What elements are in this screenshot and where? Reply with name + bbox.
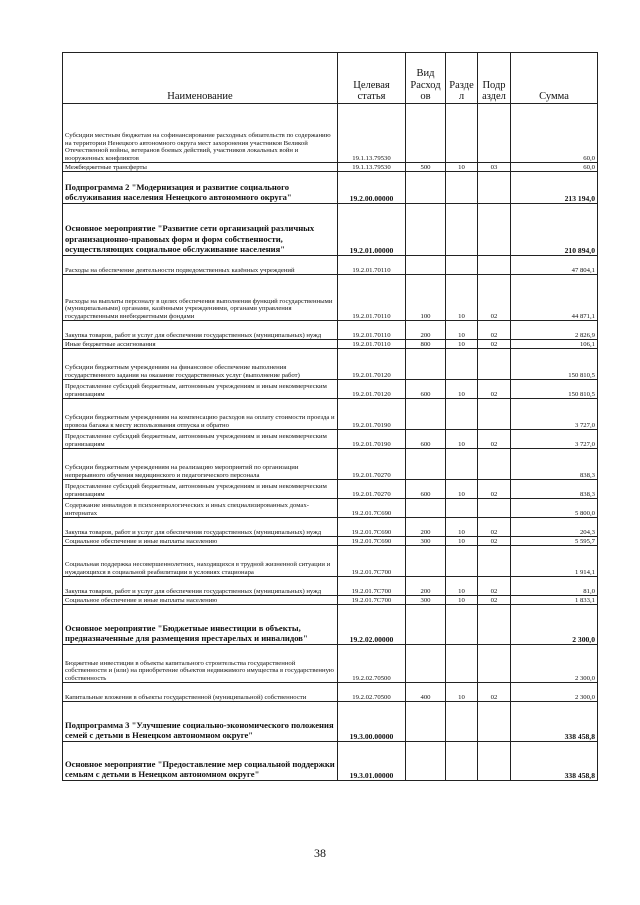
- cell-name: Предоставление субсидий бюджетным, автономным учреждениям и иным некоммерческим организациям: [63, 430, 338, 449]
- cell-section: [446, 349, 478, 380]
- cell-name: Содержание инвалидов в психоневрологических и иных специализированных домах-интернатах: [63, 499, 338, 518]
- cell-expense-kind: [406, 645, 446, 683]
- cell-expense-kind: 300: [406, 596, 446, 605]
- cell-name: Расходы на обеспечение деятельности подведомственных казённых учреждений: [63, 256, 338, 275]
- cell-section: 10: [446, 596, 478, 605]
- cell-target-article: 19.2.01.7С690: [338, 537, 406, 546]
- table-row: [63, 683, 598, 702]
- cell-expense-kind: [406, 204, 446, 256]
- cell-sum: 3 727,0: [511, 430, 598, 449]
- cell-subsection: 02: [478, 683, 511, 702]
- cell-sum: 47 804,1: [511, 256, 598, 275]
- header-article: Целевая статья: [338, 53, 406, 104]
- cell-target-article: 19.1.13.79530: [338, 104, 406, 163]
- cell-name: Закупка товаров, работ и услуг для обеспечения государственных (муниципальных) нужд: [63, 518, 338, 537]
- cell-target-article: 19.2.01.00000: [338, 204, 406, 256]
- cell-expense-kind: 600: [406, 380, 446, 399]
- cell-expense-kind: [406, 349, 446, 380]
- cell-target-article: 19.2.01.7С690: [338, 518, 406, 537]
- cell-subsection: 02: [478, 518, 511, 537]
- cell-section: 10: [446, 430, 478, 449]
- cell-target-article: 19.3.00.00000: [338, 702, 406, 742]
- cell-name: Закупка товаров, работ и услуг для обеспечения государственных (муниципальных) нужд: [63, 577, 338, 596]
- cell-name: Капитальные вложения в объекты государственной (муниципальной) собственности: [63, 683, 338, 702]
- cell-target-article: 19.2.02.70500: [338, 683, 406, 702]
- cell-expense-kind: 800: [406, 340, 446, 349]
- cell-expense-kind: 400: [406, 683, 446, 702]
- cell-target-article: 19.2.02.00000: [338, 605, 406, 645]
- cell-sum: 60,0: [511, 163, 598, 172]
- table-row: [63, 430, 598, 449]
- cell-name: Субсидии бюджетным учреждениям на реализацию мероприятий по организации непрерывного обучения медицинского и педагогического персонала: [63, 449, 338, 480]
- cell-name: Предоставление субсидий бюджетным, автономным учреждениям и иным некоммерческим организациям: [63, 480, 338, 499]
- cell-section: 10: [446, 537, 478, 546]
- cell-target-article: 19.2.01.7С700: [338, 596, 406, 605]
- cell-section: [446, 742, 478, 781]
- table-row: [63, 480, 598, 499]
- table-row: [63, 256, 598, 275]
- header-sum: Сумма: [511, 53, 598, 104]
- header-name: Наименование: [63, 53, 338, 104]
- cell-sum: 1 914,1: [511, 546, 598, 577]
- table-row: [63, 605, 598, 645]
- cell-target-article: 19.2.01.7С690: [338, 499, 406, 518]
- cell-section: [446, 499, 478, 518]
- cell-expense-kind: 200: [406, 518, 446, 537]
- table-row: [63, 172, 598, 204]
- cell-name: Расходы на выплаты персоналу в целях обеспечения выполнения функций государственными (муниципальными) органами, казёнными учреждениями, органами управления государственными внебюджетными фондами: [63, 275, 338, 321]
- cell-expense-kind: [406, 449, 446, 480]
- cell-subsection: 02: [478, 275, 511, 321]
- cell-name: Социальное обеспечение и иные выплаты населению: [63, 596, 338, 605]
- cell-target-article: 19.2.00.00000: [338, 172, 406, 204]
- cell-subsection: 02: [478, 577, 511, 596]
- cell-name: Предоставление субсидий бюджетным, автономным учреждениям и иным некоммерческим организациям: [63, 380, 338, 399]
- cell-sum: 44 871,1: [511, 275, 598, 321]
- cell-section: [446, 645, 478, 683]
- cell-subsection: [478, 104, 511, 163]
- cell-section: 10: [446, 577, 478, 596]
- cell-target-article: 19.2.01.7С700: [338, 546, 406, 577]
- cell-target-article: 19.2.01.70270: [338, 480, 406, 499]
- table-row: [63, 449, 598, 480]
- table-row: [63, 546, 598, 577]
- cell-subsection: [478, 204, 511, 256]
- table-row: [63, 596, 598, 605]
- cell-subsection: [478, 499, 511, 518]
- cell-name: Основное мероприятие "Развитие сети организаций различных организационно-правовых форм и форм собственности, осуществляющих социальное обслуживание населения": [63, 204, 338, 256]
- cell-section: 10: [446, 321, 478, 340]
- cell-subsection: 02: [478, 321, 511, 340]
- cell-expense-kind: [406, 256, 446, 275]
- cell-name: Основное мероприятие "Предоставление мер социальной поддержки семьям с детьми в Ненецком автономном округе": [63, 742, 338, 781]
- cell-name: Социальная поддержка несовершеннолетних, находящихся в трудной жизненной ситуации и нуждающихся в социальной реабилитации в условиях стационара: [63, 546, 338, 577]
- cell-expense-kind: [406, 742, 446, 781]
- cell-sum: 2 826,9: [511, 321, 598, 340]
- cell-name: Субсидии местным бюджетам на софинансирование расходных обязательств по содержанию на территории Ненецкого автономного округа мест захоронения участников Великой Отечественной войны, ветеранов боевых действий, участников локальных войн и вооруженных конфликтов: [63, 104, 338, 163]
- cell-sum: 338 458,8: [511, 742, 598, 781]
- cell-name: Бюджетные инвестиции в объекты капитального строительства государственной собственности и (или) на приобретение объектов недвижимого имущества в государственную собственность: [63, 645, 338, 683]
- cell-name: Иные бюджетные ассигнования: [63, 340, 338, 349]
- cell-expense-kind: 200: [406, 577, 446, 596]
- cell-section: [446, 399, 478, 430]
- cell-section: [446, 172, 478, 204]
- cell-expense-kind: [406, 172, 446, 204]
- cell-target-article: 19.2.01.7С700: [338, 577, 406, 596]
- header-subsection: Подр аздел: [478, 53, 511, 104]
- cell-section: 10: [446, 163, 478, 172]
- cell-target-article: 19.2.01.70110: [338, 321, 406, 340]
- cell-sum: 150 810,5: [511, 349, 598, 380]
- cell-name: Межбюджетные трансферты: [63, 163, 338, 172]
- header-section: Разде л: [446, 53, 478, 104]
- table-row: [63, 645, 598, 683]
- cell-section: 10: [446, 380, 478, 399]
- cell-name: Субсидии бюджетным учреждениям на финансовое обеспечение выполнения государственного задания на оказание государственных услуг (выполнение работ): [63, 349, 338, 380]
- cell-target-article: 19.2.02.70500: [338, 645, 406, 683]
- cell-expense-kind: [406, 104, 446, 163]
- table-row: [63, 577, 598, 596]
- cell-target-article: 19.3.01.00000: [338, 742, 406, 781]
- cell-sum: 2 300,0: [511, 683, 598, 702]
- cell-sum: 2 300,0: [511, 605, 598, 645]
- table-row: [63, 499, 598, 518]
- cell-subsection: 03: [478, 163, 511, 172]
- cell-subsection: [478, 605, 511, 645]
- cell-sum: 204,3: [511, 518, 598, 537]
- cell-section: 10: [446, 340, 478, 349]
- cell-subsection: [478, 256, 511, 275]
- table-row: [63, 204, 598, 256]
- cell-sum: 2 300,0: [511, 645, 598, 683]
- cell-subsection: [478, 349, 511, 380]
- cell-sum: 1 833,1: [511, 596, 598, 605]
- cell-subsection: [478, 399, 511, 430]
- cell-subsection: 02: [478, 596, 511, 605]
- cell-subsection: [478, 702, 511, 742]
- cell-name: Субсидии бюджетным учреждениям на компенсацию расходов на оплату стоимости проезда и провоза багажа к месту использования отпуска и обратно: [63, 399, 338, 430]
- cell-target-article: 19.2.01.70190: [338, 399, 406, 430]
- cell-target-article: 19.1.13.79530: [338, 163, 406, 172]
- cell-name: Социальное обеспечение и иные выплаты населению: [63, 537, 338, 546]
- table-row: [63, 702, 598, 742]
- cell-expense-kind: [406, 499, 446, 518]
- cell-section: [446, 449, 478, 480]
- cell-subsection: 02: [478, 380, 511, 399]
- cell-sum: 338 458,8: [511, 702, 598, 742]
- cell-sum: 3 727,0: [511, 399, 598, 430]
- cell-name: Закупка товаров, работ и услуг для обеспечения государственных (муниципальных) нужд: [63, 321, 338, 340]
- cell-expense-kind: 600: [406, 480, 446, 499]
- table-row: [63, 399, 598, 430]
- header-kind: Вид Расход ов: [406, 53, 446, 104]
- cell-sum: 210 894,0: [511, 204, 598, 256]
- table-row: [63, 742, 598, 781]
- cell-section: [446, 256, 478, 275]
- cell-sum: 81,0: [511, 577, 598, 596]
- cell-subsection: [478, 742, 511, 781]
- cell-target-article: 19.2.01.70120: [338, 380, 406, 399]
- cell-section: 10: [446, 275, 478, 321]
- cell-name: Основное мероприятие "Бюджетные инвестиции в объекты, предназначенные для размещения престарелых и инвалидов": [63, 605, 338, 645]
- table-row: [63, 537, 598, 546]
- cell-subsection: 02: [478, 340, 511, 349]
- table-row: [63, 104, 598, 163]
- table-row: [63, 518, 598, 537]
- table-row: [63, 163, 598, 172]
- cell-subsection: 02: [478, 430, 511, 449]
- cell-expense-kind: 200: [406, 321, 446, 340]
- cell-target-article: 19.2.01.70270: [338, 449, 406, 480]
- table-header-row: [63, 53, 598, 104]
- cell-section: [446, 104, 478, 163]
- table-row: [63, 349, 598, 380]
- cell-sum: 213 194,0: [511, 172, 598, 204]
- table-row: [63, 380, 598, 399]
- cell-target-article: 19.2.01.70120: [338, 349, 406, 380]
- page-number: 38: [314, 846, 326, 860]
- cell-subsection: 02: [478, 537, 511, 546]
- table-row: [63, 321, 598, 340]
- table-row: [63, 340, 598, 349]
- cell-section: 10: [446, 518, 478, 537]
- cell-target-article: 19.2.01.70190: [338, 430, 406, 449]
- cell-section: 10: [446, 480, 478, 499]
- cell-sum: 5 595,7: [511, 537, 598, 546]
- cell-section: 10: [446, 683, 478, 702]
- cell-section: [446, 605, 478, 645]
- table-row: [63, 275, 598, 321]
- cell-sum: 5 800,0: [511, 499, 598, 518]
- cell-subsection: 02: [478, 480, 511, 499]
- budget-table: [62, 52, 598, 781]
- cell-target-article: 19.2.01.70110: [338, 340, 406, 349]
- cell-expense-kind: [406, 702, 446, 742]
- cell-section: [446, 546, 478, 577]
- cell-expense-kind: [406, 546, 446, 577]
- cell-expense-kind: [406, 399, 446, 430]
- cell-expense-kind: 500: [406, 163, 446, 172]
- cell-subsection: [478, 449, 511, 480]
- cell-sum: 838,3: [511, 449, 598, 480]
- cell-expense-kind: 100: [406, 275, 446, 321]
- cell-name: Подпрограмма 2 "Модернизация и развитие социального обслуживания населения Ненецкого автономного округа": [63, 172, 338, 204]
- cell-subsection: [478, 172, 511, 204]
- cell-target-article: 19.2.01.70110: [338, 256, 406, 275]
- cell-name: Подпрограмма 3 "Улучшение социально-экономического положения семей с детьми в Ненецком автономном округе": [63, 702, 338, 742]
- cell-subsection: [478, 546, 511, 577]
- cell-sum: 60,0: [511, 104, 598, 163]
- cell-section: [446, 204, 478, 256]
- cell-sum: 150 810,5: [511, 380, 598, 399]
- cell-sum: 106,1: [511, 340, 598, 349]
- cell-section: [446, 702, 478, 742]
- cell-subsection: [478, 645, 511, 683]
- cell-expense-kind: 600: [406, 430, 446, 449]
- cell-sum: 838,3: [511, 480, 598, 499]
- cell-expense-kind: 300: [406, 537, 446, 546]
- cell-target-article: 19.2.01.70110: [338, 275, 406, 321]
- cell-expense-kind: [406, 605, 446, 645]
